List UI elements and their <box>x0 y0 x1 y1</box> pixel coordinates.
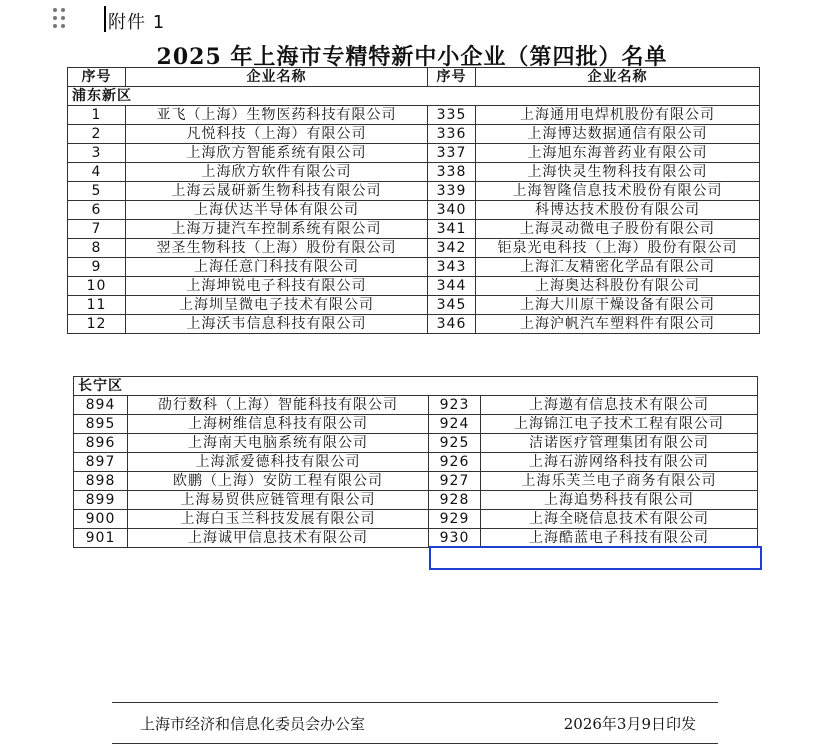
company-name: 钜泉光电科技（上海）股份有限公司 <box>476 239 760 258</box>
selection-highlight <box>429 546 762 570</box>
company-name: 上海易贸供应链管理有限公司 <box>128 491 429 510</box>
company-name: 上海汇友精密化学品有限公司 <box>476 258 760 277</box>
table-row <box>68 106 760 125</box>
company-name: 劭行数科（上海）智能科技有限公司 <box>128 396 429 415</box>
company-name: 翌圣生物科技（上海）股份有限公司 <box>126 239 428 258</box>
company-name: 上海通用电焊机股份有限公司 <box>476 106 760 125</box>
district-label-pudong: 浦东新区 <box>68 87 760 106</box>
row-seq: 927 <box>429 472 481 491</box>
row-seq: 343 <box>428 258 476 277</box>
table-row <box>68 144 760 163</box>
row-seq: 897 <box>74 453 128 472</box>
table-row <box>68 258 760 277</box>
row-seq: 898 <box>74 472 128 491</box>
table-row <box>68 315 760 334</box>
company-name: 上海云晟研新生物科技有限公司 <box>126 182 428 201</box>
company-name: 洁诺医疗管理集团有限公司 <box>481 434 758 453</box>
row-seq: 12 <box>68 315 126 334</box>
district-row <box>74 377 758 396</box>
row-seq: 894 <box>74 396 128 415</box>
row-seq: 929 <box>429 510 481 529</box>
row-seq: 338 <box>428 163 476 182</box>
table-row <box>68 220 760 239</box>
changning-table <box>73 376 758 548</box>
company-name: 上海诚甲信息技术有限公司 <box>128 529 429 548</box>
row-seq: 3 <box>68 144 126 163</box>
row-seq: 337 <box>428 144 476 163</box>
column-header-name: 企业名称 <box>476 68 760 87</box>
company-name: 上海遨有信息技术有限公司 <box>481 396 758 415</box>
page-break-gap <box>67 362 761 374</box>
company-name: 上海任意门科技有限公司 <box>126 258 428 277</box>
row-seq: 4 <box>68 163 126 182</box>
company-name: 上海旭东海普药业有限公司 <box>476 144 760 163</box>
table-row <box>74 529 758 548</box>
company-name: 上海伏达半导体有限公司 <box>126 201 428 220</box>
table-row <box>74 510 758 529</box>
company-name: 上海欣方智能系统有限公司 <box>126 144 428 163</box>
column-header-seq: 序号 <box>68 68 126 87</box>
company-name: 上海博达数据通信有限公司 <box>476 125 760 144</box>
company-name: 凡悦科技（上海）有限公司 <box>126 125 428 144</box>
company-name: 亚飞（上海）生物医药科技有限公司 <box>126 106 428 125</box>
footer-issuer: 上海市经济和信息化委员会办公室 <box>140 715 366 733</box>
document-title: 2025 年上海市专精特新中小企业（第四批）名单 <box>156 44 668 70</box>
table-row <box>74 396 758 415</box>
row-seq: 10 <box>68 277 126 296</box>
row-seq: 9 <box>68 258 126 277</box>
table-row <box>68 239 760 258</box>
row-seq: 895 <box>74 415 128 434</box>
table-row <box>68 125 760 144</box>
row-seq: 926 <box>429 453 481 472</box>
row-seq: 345 <box>428 296 476 315</box>
row-seq: 2 <box>68 125 126 144</box>
table-row <box>74 453 758 472</box>
company-name: 上海乐芙兰电子商务有限公司 <box>481 472 758 491</box>
company-name: 上海树维信息科技有限公司 <box>128 415 429 434</box>
company-name: 上海追势科技有限公司 <box>481 491 758 510</box>
row-seq: 901 <box>74 529 128 548</box>
company-name: 上海派爱德科技有限公司 <box>128 453 429 472</box>
company-name: 欧鹏（上海）安防工程有限公司 <box>128 472 429 491</box>
company-name: 上海全晓信息技术有限公司 <box>481 510 758 529</box>
table-row <box>74 472 758 491</box>
company-name: 上海白玉兰科技发展有限公司 <box>128 510 429 529</box>
row-seq: 344 <box>428 277 476 296</box>
row-seq: 1 <box>68 106 126 125</box>
row-seq: 928 <box>429 491 481 510</box>
document-footer <box>112 702 718 744</box>
attachment-label: 附件 1 <box>108 12 166 33</box>
row-seq: 923 <box>429 396 481 415</box>
row-seq: 899 <box>74 491 128 510</box>
row-seq: 900 <box>74 510 128 529</box>
row-seq: 340 <box>428 201 476 220</box>
table-row <box>68 296 760 315</box>
district-row <box>68 87 760 106</box>
company-name: 上海锦江电子技术工程有限公司 <box>481 415 758 434</box>
table-header-row <box>68 68 760 87</box>
company-name: 上海智隆信息技术股份有限公司 <box>476 182 760 201</box>
row-seq: 5 <box>68 182 126 201</box>
row-seq: 930 <box>429 529 481 548</box>
row-seq: 335 <box>428 106 476 125</box>
table-row <box>74 434 758 453</box>
company-name: 上海快灵生物科技有限公司 <box>476 163 760 182</box>
company-name: 上海南天电脑系统有限公司 <box>128 434 429 453</box>
row-seq: 342 <box>428 239 476 258</box>
company-name: 上海酷蓝电子科技有限公司 <box>481 529 758 548</box>
row-seq: 339 <box>428 182 476 201</box>
row-seq: 341 <box>428 220 476 239</box>
table-row <box>68 201 760 220</box>
row-seq: 7 <box>68 220 126 239</box>
row-seq: 8 <box>68 239 126 258</box>
footer-date: 2026年3月9日印发 <box>563 715 696 733</box>
row-seq: 336 <box>428 125 476 144</box>
company-name: 上海欣方软件有限公司 <box>126 163 428 182</box>
row-seq: 925 <box>429 434 481 453</box>
column-header-name: 企业名称 <box>126 68 428 87</box>
row-seq: 346 <box>428 315 476 334</box>
text-cursor <box>104 6 106 32</box>
company-name: 上海沃韦信息科技有限公司 <box>126 315 428 334</box>
pudong-table <box>67 67 760 334</box>
drag-handle-icon[interactable] <box>53 8 67 30</box>
company-name: 上海圳呈微电子技术有限公司 <box>126 296 428 315</box>
table-row <box>68 182 760 201</box>
company-name: 上海大川原干燥设备有限公司 <box>476 296 760 315</box>
row-seq: 924 <box>429 415 481 434</box>
company-name: 上海沪帆汽车塑料件有限公司 <box>476 315 760 334</box>
column-header-seq: 序号 <box>428 68 476 87</box>
row-seq: 6 <box>68 201 126 220</box>
table-row <box>74 491 758 510</box>
row-seq: 896 <box>74 434 128 453</box>
row-seq: 11 <box>68 296 126 315</box>
company-name: 科博达技术股份有限公司 <box>476 201 760 220</box>
company-name: 上海石游网络科技有限公司 <box>481 453 758 472</box>
company-name: 上海奥达科股份有限公司 <box>476 277 760 296</box>
table-row <box>68 277 760 296</box>
district-label-changning: 长宁区 <box>74 377 758 396</box>
table-row <box>68 163 760 182</box>
company-name: 上海灵动微电子股份有限公司 <box>476 220 760 239</box>
company-name: 上海万捷汽车控制系统有限公司 <box>126 220 428 239</box>
table-row <box>74 415 758 434</box>
company-name: 上海坤锐电子科技有限公司 <box>126 277 428 296</box>
